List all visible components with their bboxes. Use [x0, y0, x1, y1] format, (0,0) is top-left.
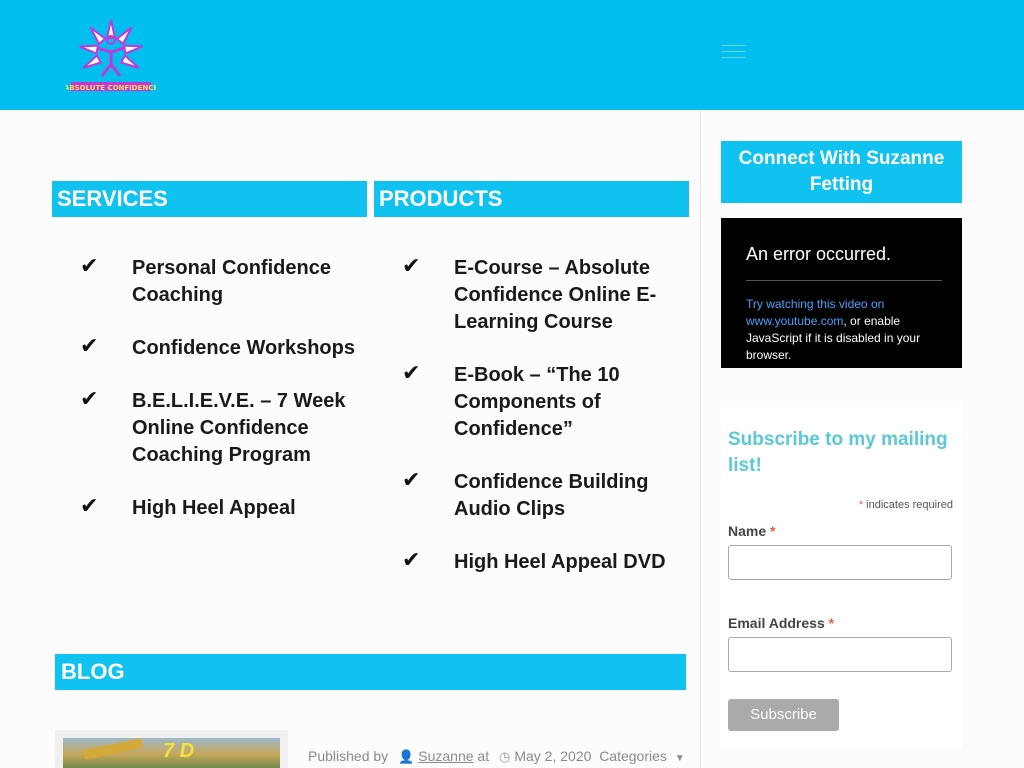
checkmark-icon: ✔ [402, 253, 421, 278]
hamburger-menu-icon[interactable] [722, 45, 746, 63]
video-divider [746, 280, 942, 281]
user-icon: 👤 [398, 749, 415, 764]
subscribe-title: Subscribe to my mailing list! [728, 429, 948, 476]
logo-text: ABSOLUTE CONFIDENCE [66, 84, 156, 92]
blog-thumb-text: 7 D [163, 740, 195, 762]
services-item-label: B.E.L.I.E.V.E. – 7 Week Online Confidence Coaching Program [132, 390, 346, 466]
subscribe-form [721, 402, 962, 748]
author-link[interactable]: Suzanne [418, 748, 474, 764]
blog-heading: BLOG [55, 654, 686, 690]
video-rest-text: , or enable JavaScript if it is disabled in your browser. [746, 314, 921, 362]
products-item-label: E-Book – “The 10 Components of Confidence” [454, 364, 620, 440]
checkmark-icon: ✔ [402, 467, 421, 492]
blog-post-thumbnail[interactable] [55, 730, 288, 768]
services-list [80, 255, 360, 548]
sidebar-divider [700, 110, 701, 768]
products-item[interactable] [402, 255, 682, 336]
required-asterisk: * [858, 499, 864, 511]
at-label: at [477, 748, 490, 764]
video-error-message: An error occurred. [746, 244, 892, 264]
checkmark-icon: ✔ [402, 547, 421, 572]
connect-heading: Connect With Suzanne Fetting [721, 141, 962, 203]
published-by-label: Published by [308, 748, 389, 764]
checkmark-icon: ✔ [80, 253, 99, 278]
logo-icon [66, 16, 156, 96]
products-heading: PRODUCTS [374, 181, 689, 217]
site-logo[interactable] [66, 16, 156, 96]
embedded-video[interactable] [721, 218, 962, 368]
required-asterisk: * [828, 615, 835, 631]
youtube-link[interactable]: www.youtube.com [746, 314, 844, 328]
post-date: May 2, 2020 [514, 748, 592, 764]
products-list [402, 255, 682, 602]
required-note-text: indicates required [866, 499, 953, 511]
products-item-label: High Heel Appeal DVD [454, 551, 666, 573]
services-item[interactable] [80, 388, 360, 469]
products-item-label: E-Course – Absolute Confidence Online E-Learning Course [454, 257, 657, 333]
video-try-text[interactable]: Try watching this video on [746, 297, 885, 311]
subscribe-button[interactable]: Subscribe [728, 699, 839, 731]
name-input[interactable] [728, 545, 952, 580]
site-header [0, 0, 1024, 110]
checkmark-icon: ✔ [80, 333, 99, 358]
name-label-text: Name [728, 523, 767, 539]
products-item-label: Confidence Building Audio Clips [454, 471, 649, 520]
services-item-label: Personal Confidence Coaching [132, 257, 331, 306]
blog-post-image [63, 738, 280, 768]
checkmark-icon: ✔ [80, 386, 99, 411]
email-label-text: Email Address [728, 615, 825, 631]
services-item-label: Confidence Workshops [132, 337, 355, 359]
chevron-down-icon[interactable]: ▼ [674, 753, 685, 764]
checkmark-icon: ✔ [402, 360, 421, 385]
categories-toggle[interactable]: Categories [599, 748, 667, 764]
clock-icon: ◷ [499, 749, 511, 764]
required-asterisk: * [770, 523, 776, 539]
blog-post-meta [308, 748, 685, 765]
services-item-label: High Heel Appeal [132, 497, 296, 519]
services-item[interactable] [80, 495, 360, 522]
services-item[interactable] [80, 335, 360, 362]
products-item[interactable] [402, 549, 682, 576]
required-note [859, 499, 953, 511]
email-input[interactable] [728, 637, 952, 672]
video-help-text [746, 296, 946, 364]
services-heading: SERVICES [52, 181, 367, 217]
checkmark-icon: ✔ [80, 493, 99, 518]
name-field-label [728, 523, 775, 539]
products-item[interactable] [402, 362, 682, 443]
products-item[interactable] [402, 469, 682, 523]
services-item[interactable] [80, 255, 360, 309]
email-field-label [728, 615, 834, 631]
